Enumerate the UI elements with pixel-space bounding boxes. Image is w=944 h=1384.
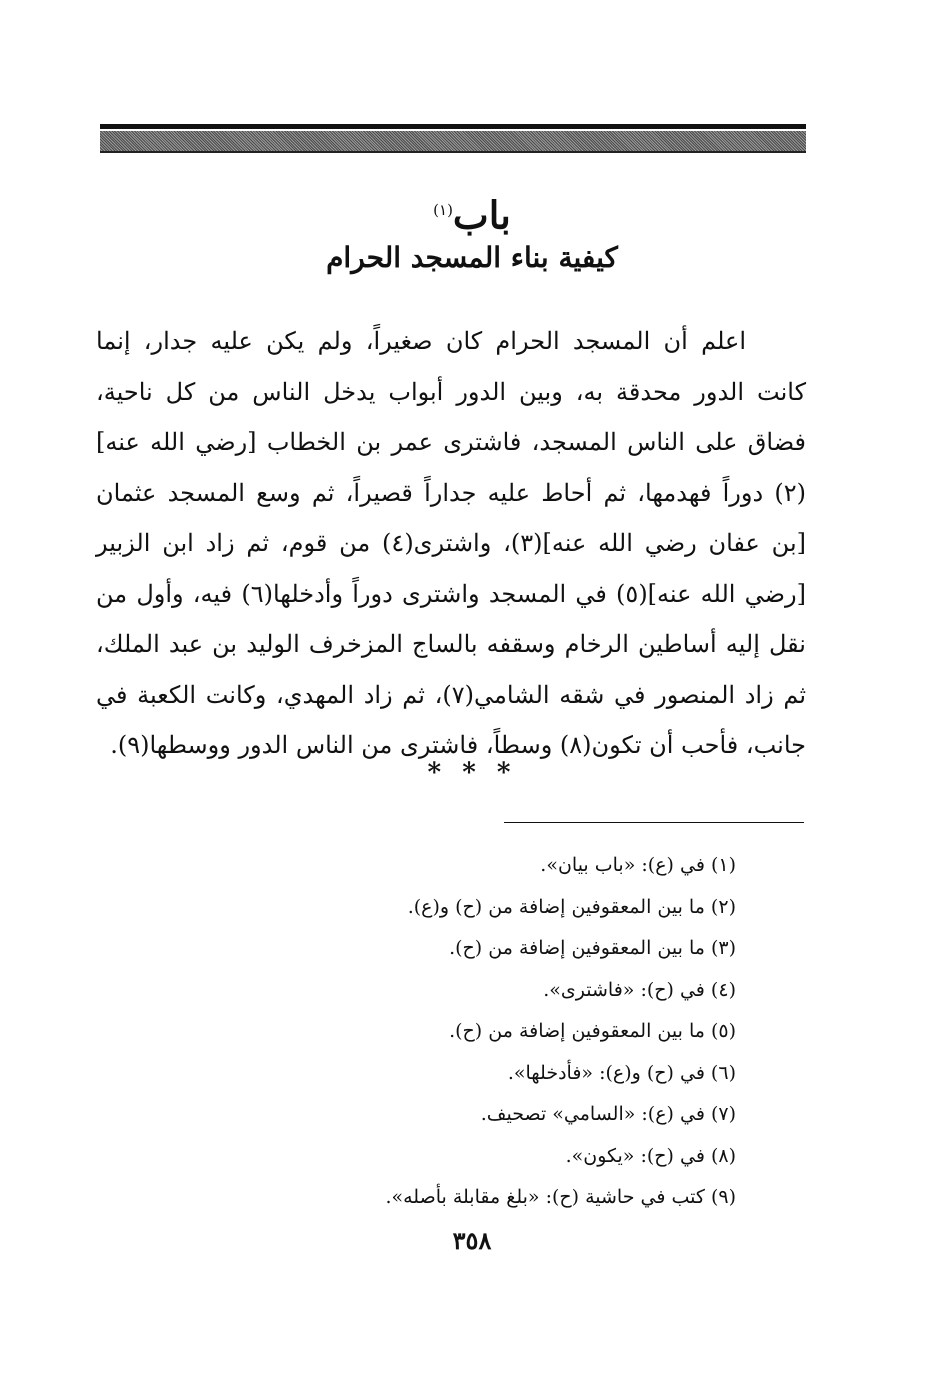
footnote-7: (٧) في (ع): «السامي» تصحيف.	[480, 1103, 736, 1125]
footnotes-list	[120, 845, 736, 1219]
footnote-3: (٣) ما بين المعقوفين إضافة من (ح).	[449, 937, 736, 959]
chapter-heading-text: باب	[452, 192, 511, 238]
chapter-subtitle: كيفية بناء المسجد الحرام	[326, 241, 618, 274]
header-rule-hatched-band	[100, 131, 806, 151]
section-separator: * * *	[427, 758, 517, 788]
body-paragraph: اعلم أن المسجد الحرام كان صغيراً، ولم يكن عليه جدار، إنما كانت الدور محدقة به، وبين الدور أبواب يدخل الناس من كل ناحية، فضاق على الناس المسجد، فاشترى عمر بن الخطاب [رضي الله عنه](٢) دوراً فهدمها، ثم أحاط عليه جداراً قصيراً، ثم وسع المسجد عثمان [بن عفان رضي الله عنه](٣)، واشترى(٤) من قوم، ثم زاد ابن الزبير [رضي الله عنه](٥) في المسجد واشترى دوراً وأدخلها(٦) فيه، وأول من نقل إليه أساطين الرخام وسقفه بالساج المزخرف الوليد بن عبد الملك، ثم زاد المنصور في شقه الشامي(٧)، ثم زاد المهدي، وكانت الكعبة في جانب، فأحب أن تكون(٨) وسطاً، فاشترى من الناس الدور ووسطها(٩).	[96, 327, 806, 759]
footnote-1: (١) في (ع): «باب بيان».	[540, 854, 736, 876]
header-rule-bottom-line	[100, 151, 806, 153]
chapter-heading	[0, 186, 944, 240]
chapter-heading-footnote-ref: (١)	[433, 201, 453, 219]
footnote-9: (٩) كتب في حاشية (ح): «بلغ مقابلة بأصله».	[385, 1186, 736, 1208]
footnote-6: (٦) في (ح) و(ع): «فأدخلها».	[507, 1061, 736, 1084]
header-ornamental-rule	[100, 124, 806, 154]
footnote-rule	[504, 822, 804, 823]
footnote-4: (٤) في (ح): «فاشترى».	[543, 978, 736, 1001]
footnote-8: (٨) في (ح): «يكون».	[565, 1144, 736, 1167]
footnote-2: (٢) ما بين المعقوفين إضافة من (ح) و(ع).	[407, 895, 736, 918]
footnote-5: (٥) ما بين المعقوفين إضافة من (ح).	[449, 1020, 736, 1042]
page-number: ٣٥٨	[452, 1226, 492, 1255]
body-text	[96, 316, 806, 771]
header-rule-top-line	[100, 124, 806, 129]
